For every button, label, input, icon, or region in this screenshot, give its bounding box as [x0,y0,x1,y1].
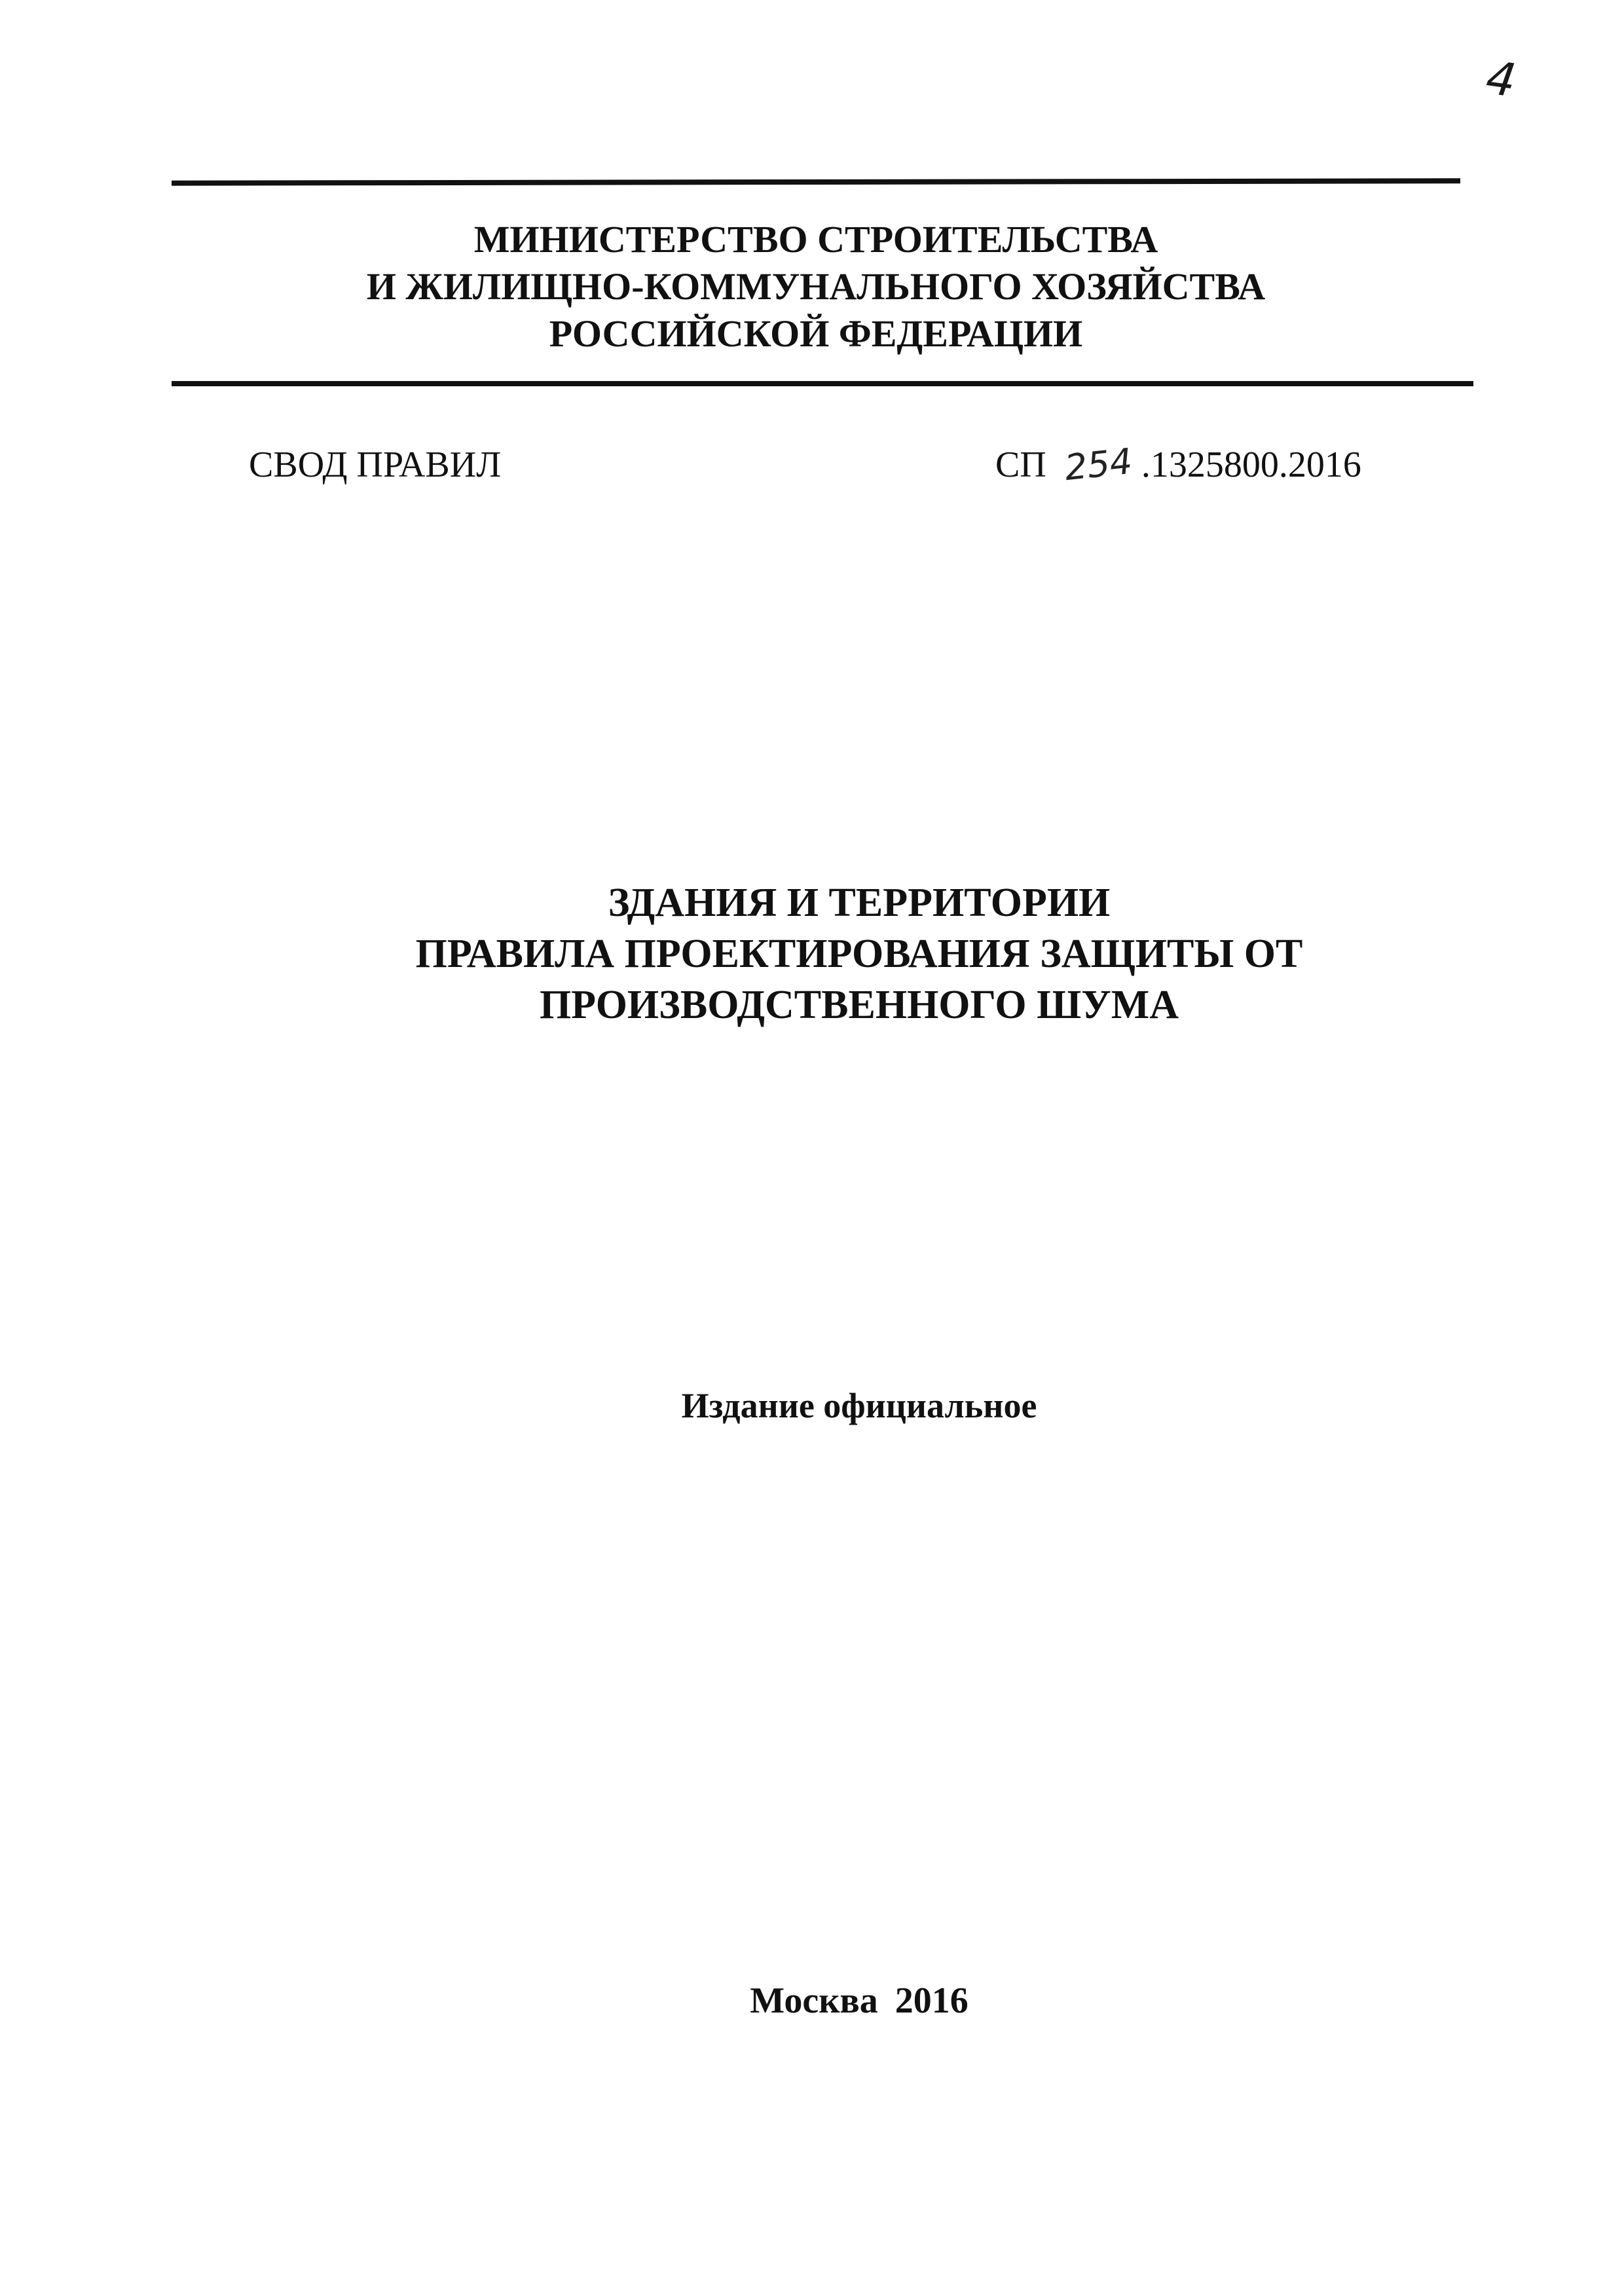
document-title [172,877,1547,1030]
ministry-header [172,216,1460,357]
ministry-line-2: И ЖИЛИЩНО-КОММУНАЛЬНОГО ХОЗЯЙСТВА [366,265,1266,308]
title-line-1: ЗДАНИЯ И ТЕРРИТОРИИ [608,881,1111,925]
title-line-3: ПРОИЗВОДСТВЕННОГО ШУМА [539,983,1179,1027]
handwritten-code-number: 254 [1062,440,1134,489]
document-type-label: СВОД ПРАВИЛ [249,445,502,485]
publication-year: 2016 [895,1980,969,2021]
handwritten-page-number: 4 [1483,50,1520,108]
document-code [995,442,1361,488]
top-divider [172,178,1460,185]
edition-label: Издание официальное [681,1386,1037,1425]
title-line-2: ПРАВИЛА ПРОЕКТИРОВАНИЯ ЗАЩИТЫ ОТ [415,932,1303,976]
publication-place-year [172,1977,1547,2024]
code-suffix: .1325800.2016 [1141,445,1361,485]
bottom-divider [172,381,1473,386]
code-prefix: СП [995,445,1046,485]
ministry-line-1: МИНИСТЕРСТВО СТРОИТЕЛЬСТВА [473,218,1158,261]
publication-city: Москва [750,1980,878,2021]
ministry-line-3: РОССИЙСКОЙ ФЕДЕРАЦИИ [549,312,1083,355]
